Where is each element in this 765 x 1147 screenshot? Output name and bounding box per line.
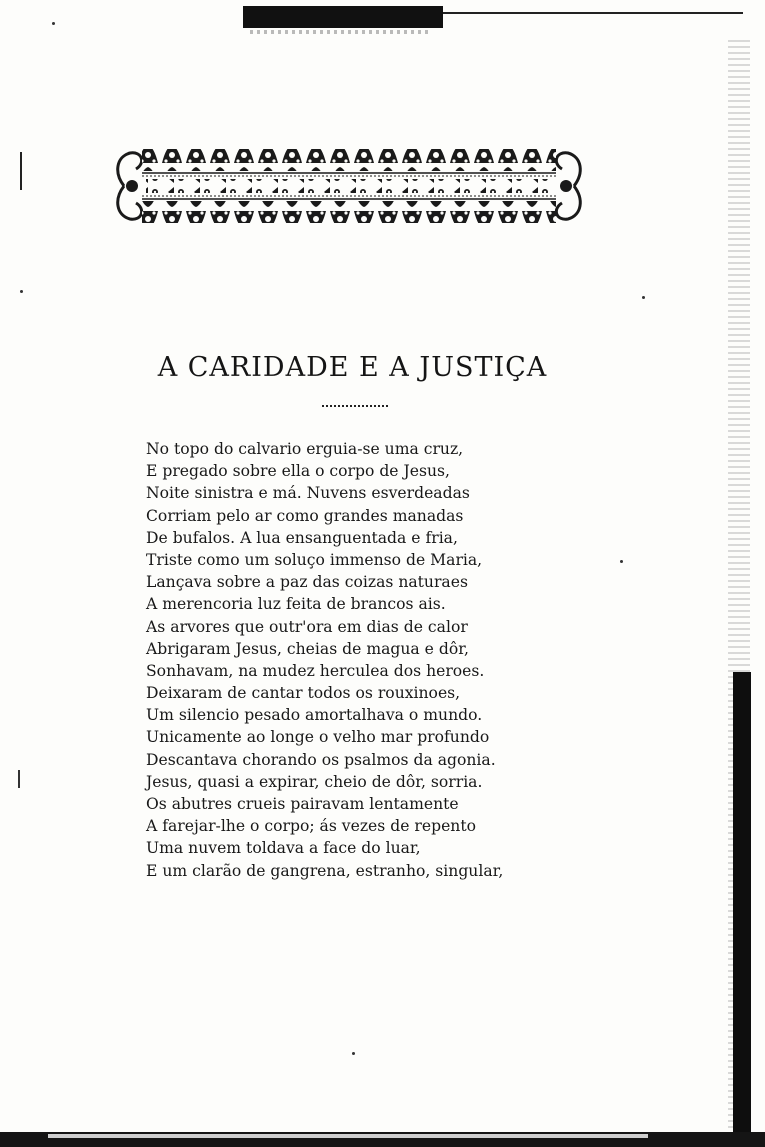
verse-line: Descantava chorando os psalmos da agonia. (146, 750, 496, 769)
verse-line: Uma nuvem toldava a face do luar, (146, 839, 421, 858)
verse-line: A merencoria luz feita de brancos ais. (146, 595, 446, 614)
verse-line: Unicamente ao longe o velho mar profundo (146, 728, 490, 747)
verse-line: Sonhavam, na mudez herculea dos heroes. (146, 661, 485, 680)
verse-line: Triste como um soluço immenso de Maria, (146, 550, 483, 569)
verse-line: Jesus, quasi a expirar, cheio de dôr, sorria. (146, 772, 483, 791)
poem-verses (146, 438, 503, 882)
verse-line: Um silencio pesado amortalhava o mundo. (146, 706, 483, 725)
poem-title: A CARIDADE E A JUSTIÇA (157, 352, 548, 383)
scan-speck (352, 1052, 355, 1055)
verse-line: Deixaram de cantar todos os rouxinoes, (146, 684, 461, 703)
scan-artifact-bottom-gap (48, 1134, 648, 1138)
verse-line: De bufalos. A lua ensanguentada e fria, (146, 528, 458, 547)
scan-artifact-smudge (250, 30, 430, 34)
verse-line: E um clarão de gangrena, estranho, singular, (146, 861, 504, 880)
scan-artifact-left (20, 152, 22, 190)
verse-line: Os abutres crueis pairavam lentamente (146, 795, 459, 813)
scan-speck (620, 560, 623, 563)
scan-artifact-right-strip (733, 672, 751, 1142)
verse-line: Abrigaram Jesus, cheias de magua e dôr, (146, 639, 469, 658)
verse-line: A farejar-lhe o corpo; ás vezes de repento (146, 817, 476, 836)
verse-line: Corriam pelo ar como grandes manadas (146, 506, 464, 525)
scan-artifact-left-lower (18, 770, 20, 788)
scan-artifact-top-line (443, 12, 743, 14)
scan-speck (52, 22, 55, 25)
verse-line: E pregado sobre ella o corpo de Jesus, (146, 462, 450, 481)
scan-artifact-top (243, 6, 443, 28)
verse-line: Lançava sobre a paz das coizas naturaes (146, 573, 468, 592)
title-divider (322, 405, 388, 407)
scan-speck (642, 296, 645, 299)
verse-line: Noite sinistra e má. Nuvens esverdeadas (146, 484, 470, 503)
scan-speck (20, 290, 23, 293)
verse-line: No topo do calvario erguia-se uma cruz, (146, 440, 464, 458)
ornamental-border-icon (112, 143, 586, 229)
verse-line: As arvores que outr'ora em dias de calor (146, 617, 468, 636)
